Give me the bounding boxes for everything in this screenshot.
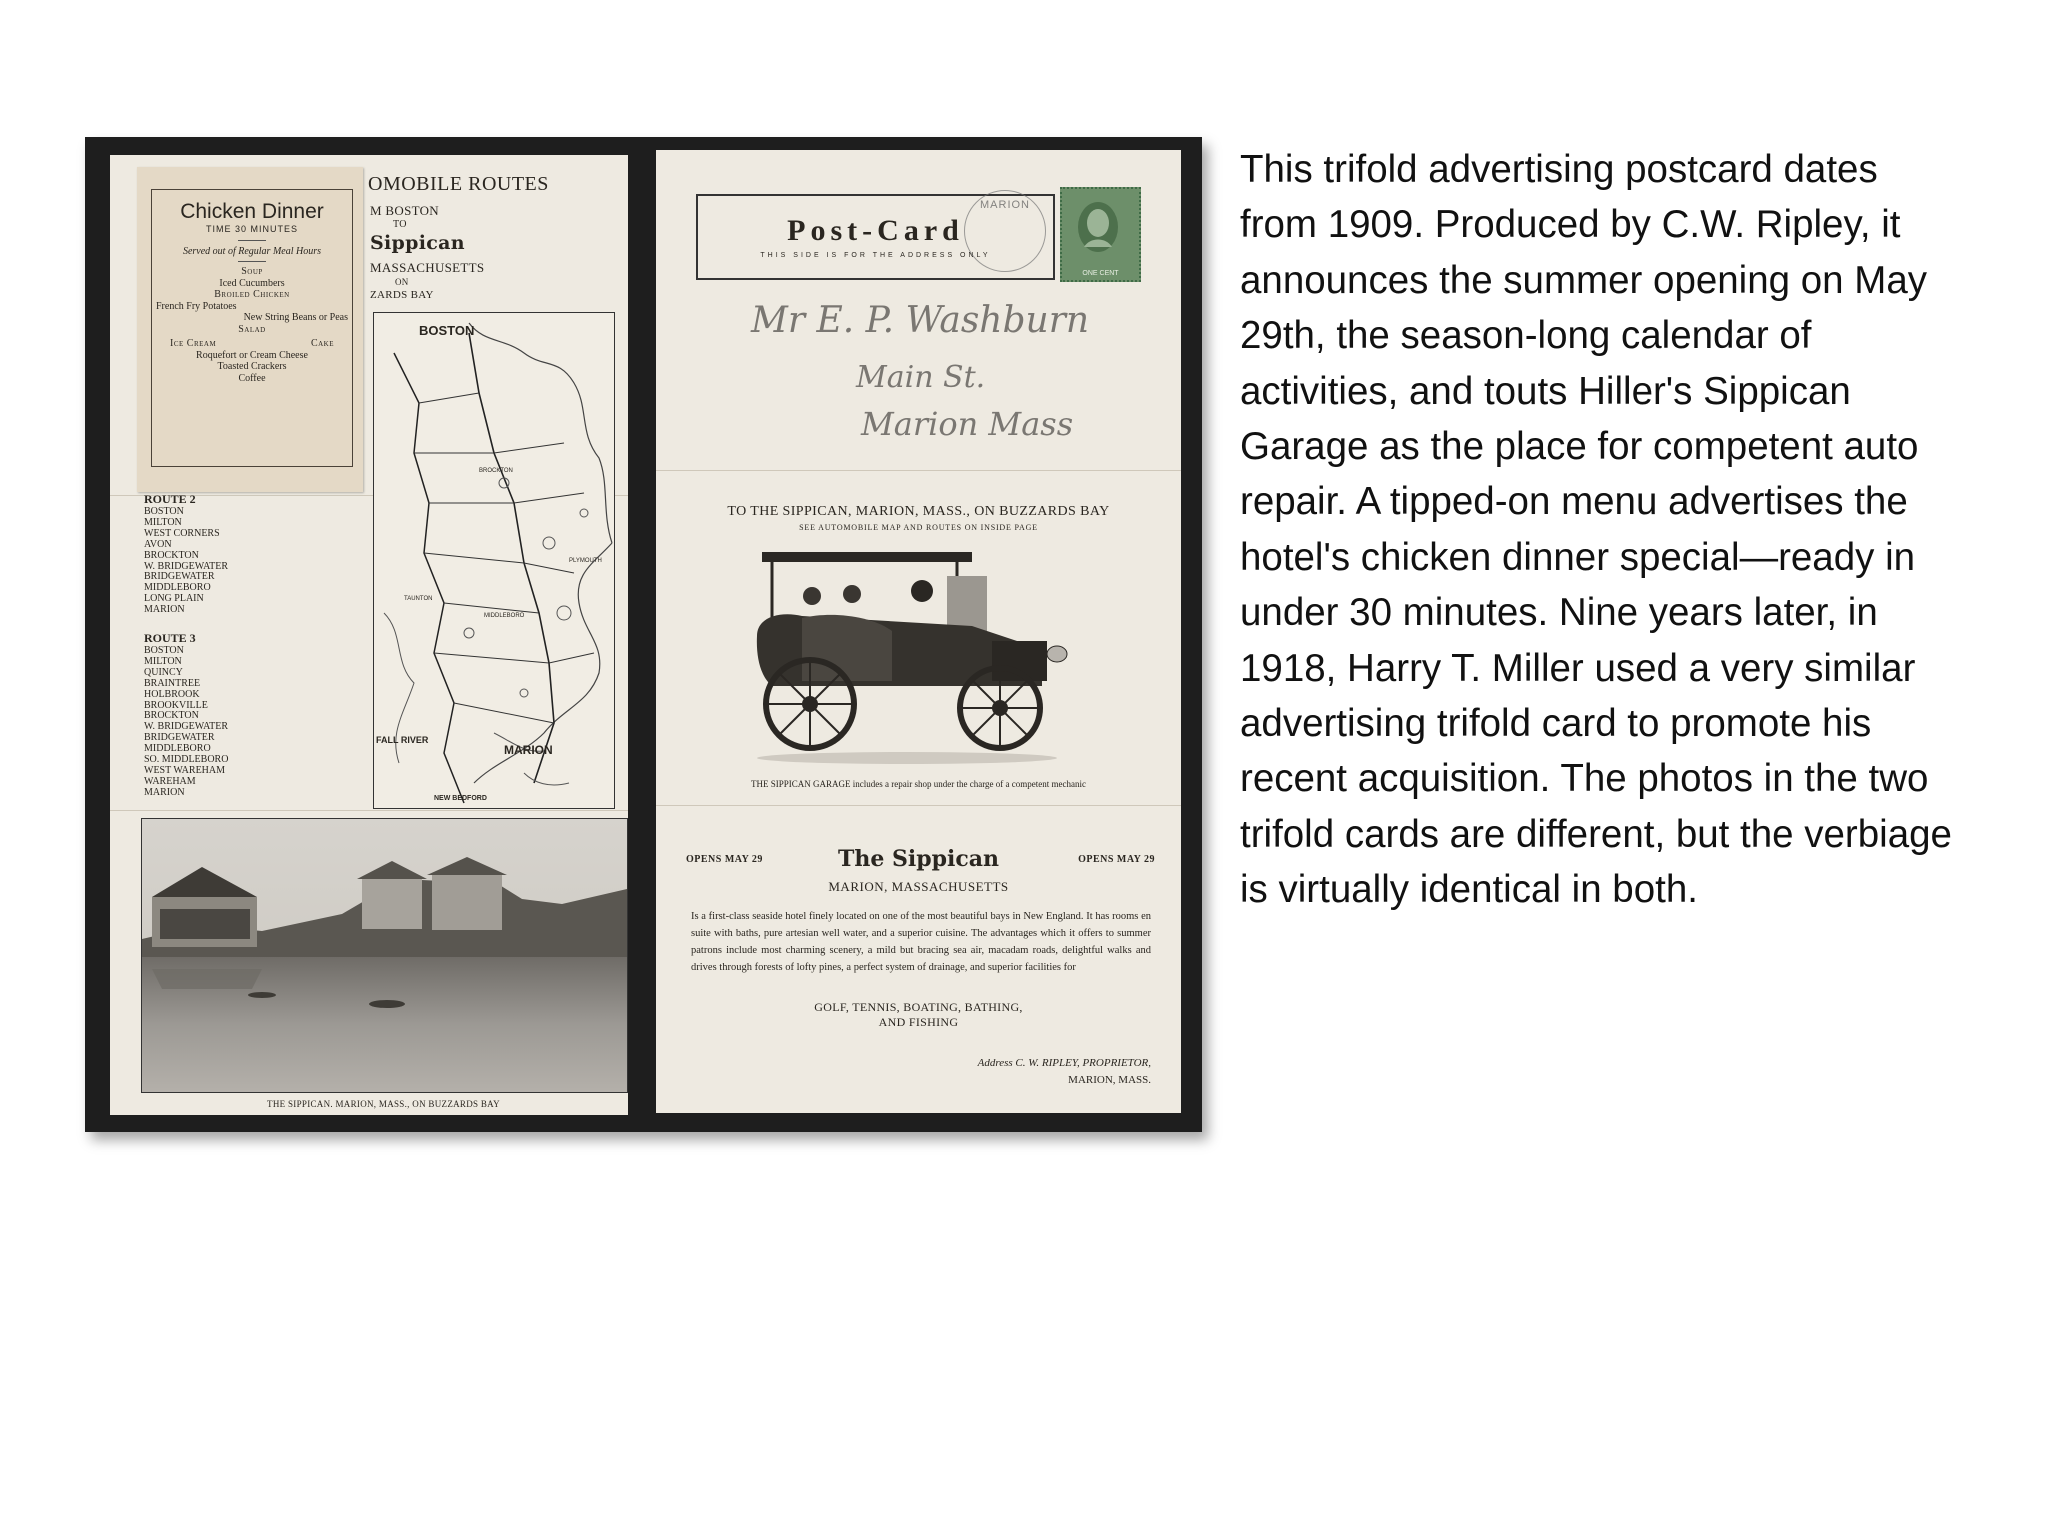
routes-hotel-name: Sippican (370, 232, 465, 254)
route-stop: BRAINTREE (144, 677, 201, 689)
route-stop: BOSTON (144, 645, 184, 656)
hotel-photo (141, 818, 628, 1093)
route-stop: WEST CORNERS (144, 527, 220, 539)
automobile-illustration (742, 546, 1072, 768)
route-stop: BRIDGEWATER (144, 571, 215, 583)
menu-item: Toasted Crackers (217, 361, 287, 372)
activities-line: AND FISHING (878, 1015, 959, 1029)
handwritten-city: Marion Mass (861, 405, 1074, 443)
photo-caption: THE SIPPICAN. MARION, MASS., ON BUZZARDS BAY (267, 1099, 500, 1109)
routes-on: ON (395, 277, 409, 287)
route-stop: HOLBROOK (144, 688, 200, 700)
route-stop: MARION (144, 786, 185, 798)
route-stop: MILTON (144, 655, 182, 667)
menu-time: TIME 30 MINUTES (205, 224, 298, 234)
address-line: MARION, MASS. (1068, 1074, 1151, 1086)
menu-note: Served out of Regular Meal Hours (182, 245, 322, 257)
address-line: Address C. W. RIPLEY, PROPRIETOR, (977, 1057, 1151, 1069)
routes-from: M BOSTON (370, 203, 439, 218)
handwritten-street: Main St. (856, 360, 986, 395)
menu-item: Cake (310, 338, 334, 349)
map-label-fall-river: FALL RIVER (376, 735, 429, 745)
map-label-boston: BOSTON (419, 323, 475, 338)
route-stop: WAREHAM (144, 775, 196, 787)
garage-caption: THE SIPPICAN GARAGE includes a repair shop under the charge of a competent mechanic (751, 779, 1086, 789)
route-stop: BRIDGEWATER (144, 732, 215, 744)
chicken-dinner-menu (137, 167, 363, 492)
route-stop: W. BRIDGEWATER (144, 560, 229, 572)
menu-item: Ice Cream (170, 338, 217, 349)
route-stop: AVON (144, 538, 172, 550)
route-stop: MARION (144, 604, 185, 616)
route-2-list (144, 507, 228, 616)
description-text: This trifold advertising postcard dates from 1909. Produced by C.W. Ripley, it announces the summer opening on May 29th, the season-long calendar of activities, and touts Hiller's Sippican Garage as the place for competent auto repair. A tipped-on menu advertises the hotel's chicken dinner special—ready in under 30 minutes. Nine years later, in 1918, Harry T. Miller used a very similar advertising trifold card to promote his recent acquisition. The photos in the two trifold cards are different, but the verbiage is virtually identical in both. (1240, 148, 1952, 912)
opens-left: OPENS MAY 29 (686, 854, 763, 865)
postcard-image-frame (85, 137, 1202, 1132)
map-label-plymouth: PLYMOUTH (569, 558, 602, 564)
menu-item: Salad (238, 323, 266, 335)
middle-panel-subtitle: SEE AUTOMOBILE MAP AND ROUTES ON INSIDE PAGE (799, 523, 1038, 532)
route-stop: BROCKTON (144, 549, 199, 561)
fold-line (656, 470, 1181, 471)
route-stop: W. BRIDGEWATER (144, 721, 229, 733)
menu-item: Soup (241, 266, 263, 277)
routes-state: MASSACHUSETTS (370, 260, 485, 275)
stamp-label: ONE CENT (1082, 270, 1119, 277)
menu-rule (238, 240, 266, 241)
hotel-photo-image (142, 819, 627, 1092)
route-stop: MIDDLEBORO (144, 743, 211, 755)
postcard-title: Post-Card (787, 214, 964, 247)
sippican-description: Is a first-class seaside hotel finely located on one of the most beautiful bays in New England. It has rooms en suite with baths, pure artesian well water, and a superior cuisine. The advantages which it offers to summer patrons include most charming scenery, a mild but bracing sea air, macadam roads, delightful walks and drives through forests of lofty pines, a perfect system of drainage, and superior facilities for (691, 911, 1151, 973)
route-2-heading: ROUTE 2 (144, 492, 196, 506)
fold-line (656, 805, 1181, 806)
trifold-outside-card (656, 150, 1181, 1113)
sippican-address (978, 1055, 1151, 1089)
route-stop: LONG PLAIN (144, 593, 204, 605)
postmark (964, 190, 1046, 272)
postcard-subtitle: THIS SIDE IS FOR THE ADDRESS ONLY (760, 252, 991, 259)
route-stop: BROOKVILLE (144, 699, 208, 711)
routes-bay: ZARDS BAY (370, 289, 434, 301)
sippican-location: MARION, MASSACHUSETTS (828, 879, 1009, 894)
fold-line (110, 810, 628, 811)
menu-item: Roquefort or Cream Cheese (196, 349, 308, 361)
menu-item: French Fry Potatoes (156, 300, 237, 312)
menu-item: Iced Cucumbers (219, 277, 285, 289)
route-map (373, 312, 615, 809)
stamp-portrait-icon (1062, 189, 1135, 276)
route-stop: BOSTON (144, 506, 184, 517)
menu-item: New String Beans or Peas (243, 312, 348, 323)
route-stop: MILTON (144, 516, 182, 528)
postmark-town: MARION (980, 199, 1030, 211)
sippican-title: The Sippican (837, 846, 1000, 872)
map-label-middleboro: MIDDLEBORO (484, 613, 525, 619)
trifold-inside-card (110, 155, 628, 1115)
map-label-brockton: BROCKTON (479, 468, 513, 474)
route-stop: MIDDLEBORO (144, 582, 211, 594)
route-3-heading: ROUTE 3 (144, 631, 196, 645)
route-stop: BROCKTON (144, 710, 199, 722)
route-stop: WEST WAREHAM (144, 764, 226, 776)
menu-item: Broiled Chicken (214, 289, 290, 300)
routes-title: OMOBILE ROUTES (368, 173, 549, 195)
route-stop: QUINCY (144, 666, 183, 678)
map-label-new-bedford: NEW BEDFORD (434, 795, 487, 802)
middle-panel-title: TO THE SIPPICAN, MARION, MASS., ON BUZZARDS BAY (727, 504, 1110, 519)
sippican-activities (656, 1000, 1181, 1030)
map-label-taunton: TAUNTON (404, 596, 433, 602)
route-stop: SO. MIDDLEBORO (144, 754, 229, 766)
handwritten-addressee: Mr E. P. Washburn (751, 300, 1090, 341)
menu-dessert-row (152, 335, 352, 350)
menu-border (151, 189, 353, 467)
opens-right: OPENS MAY 29 (1078, 854, 1155, 865)
menu-title: Chicken Dinner (180, 200, 324, 223)
stamp (1060, 187, 1141, 282)
activities-line: GOLF, TENNIS, BOATING, BATHING, (814, 1000, 1023, 1014)
routes-to: TO (393, 219, 407, 230)
menu-rule (238, 261, 266, 262)
menu-item: Coffee (238, 372, 266, 384)
route-3-list (144, 646, 228, 799)
map-label-marion: MARION (504, 743, 553, 757)
